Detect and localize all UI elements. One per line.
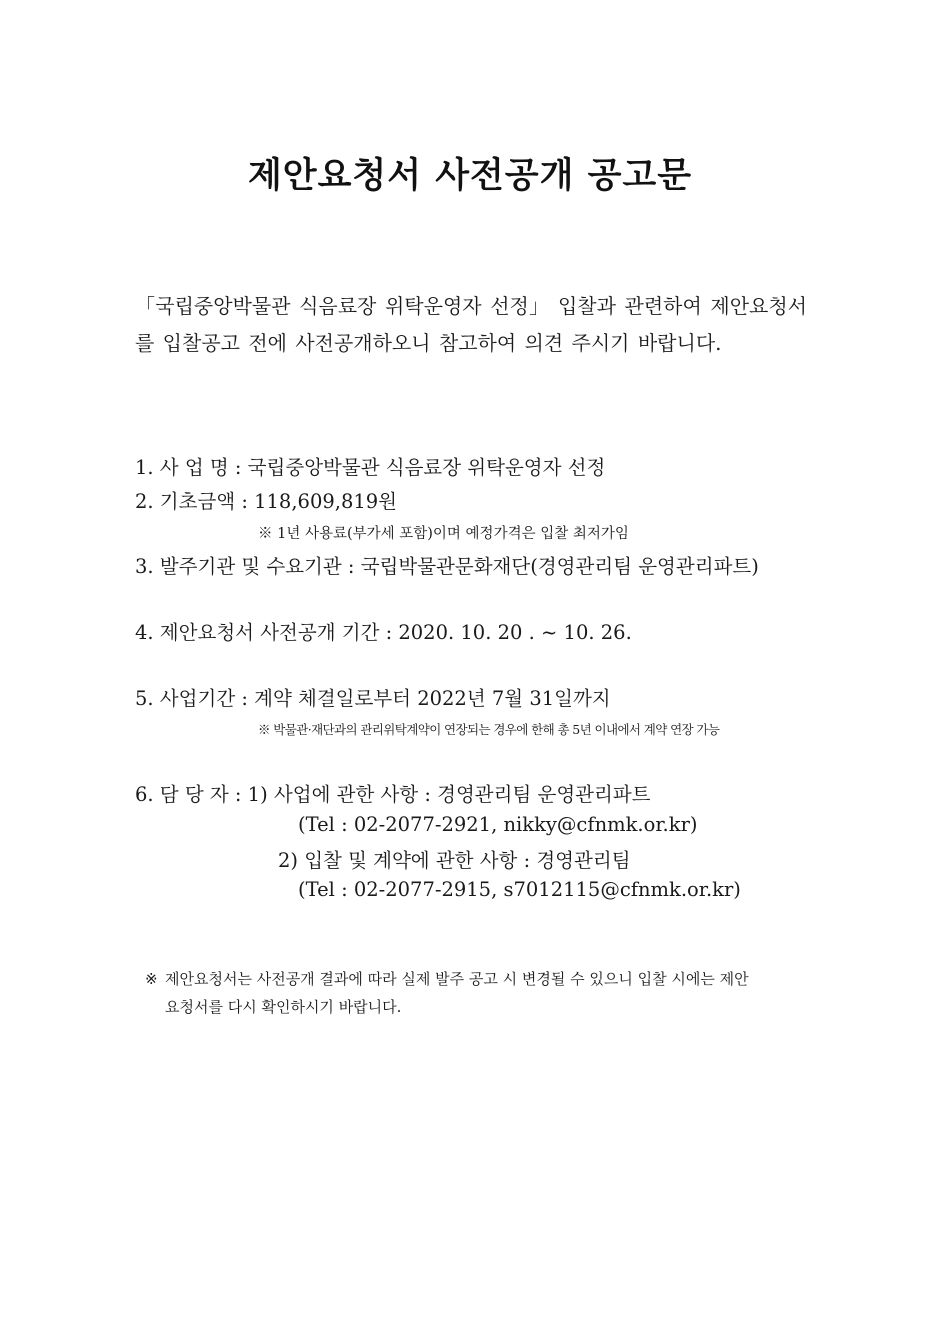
- item-business-period: 5. 사업기간 : 계약 체결일로부터 2022년 7월 31일까지: [135, 687, 611, 710]
- item-contact-person: 6. 담 당 자 : 1) 사업에 관한 사항 : 경영관리팀 운영관리파트: [135, 783, 651, 806]
- document-title: 제안요청서 사전공개 공고문: [247, 156, 693, 196]
- item-ordering-agency: 3. 발주기관 및 수요기관 : 국립박물관문화재단(경영관리팀 운영관리파트): [135, 555, 759, 578]
- item-disclosure-period: 4. 제안요청서 사전공개 기간 : 2020. 10. 20 . ~ 10. 26.: [135, 621, 632, 644]
- footer-notice: [145, 965, 805, 1021]
- reference-mark: ※: [145, 970, 158, 988]
- footer-line-2: 요청서를 다시 확인하시기 바랍니다.: [165, 998, 402, 1016]
- item-base-amount: 2. 기초금액 : 118,609,819원: [135, 490, 398, 513]
- footer-line-1: ※ 제안요청서는 사전공개 결과에 따라 실제 발주 공고 시 변경될 수 있으니 입찰 시에는 제안: [145, 965, 805, 993]
- item-business-period-note: ※ 박물관·재단과의 관리위탁계약이 연장되는 경우에 한해 총 5년 이내에서 계약 연장 가능: [258, 722, 720, 737]
- item-base-amount-note: ※ 1년 사용료(부가세 포함)이며 예정가격은 입찰 최저가임: [258, 526, 629, 542]
- contact-business-tel: (Tel : 02-2077-2921, nikky@cfnmk.or.kr): [298, 813, 698, 836]
- intro-paragraph: 「국립중앙박물관 식음료장 위탁운영자 선정」 입찰과 관련하여 제안요청서를 입찰공고 전에 사전공개하오니 참고하여 의견 주시기 바랍니다.: [135, 294, 807, 355]
- contact-bidding-tel: (Tel : 02-2077-2915, s7012115@cfnmk.or.kr): [298, 878, 741, 901]
- item-business-name: 1. 사 업 명 : 국립중앙박물관 식음료장 위탁운영자 선정: [135, 456, 606, 479]
- contact-bidding-subject: 2) 입찰 및 계약에 관한 사항 : 경영관리팀: [278, 849, 631, 872]
